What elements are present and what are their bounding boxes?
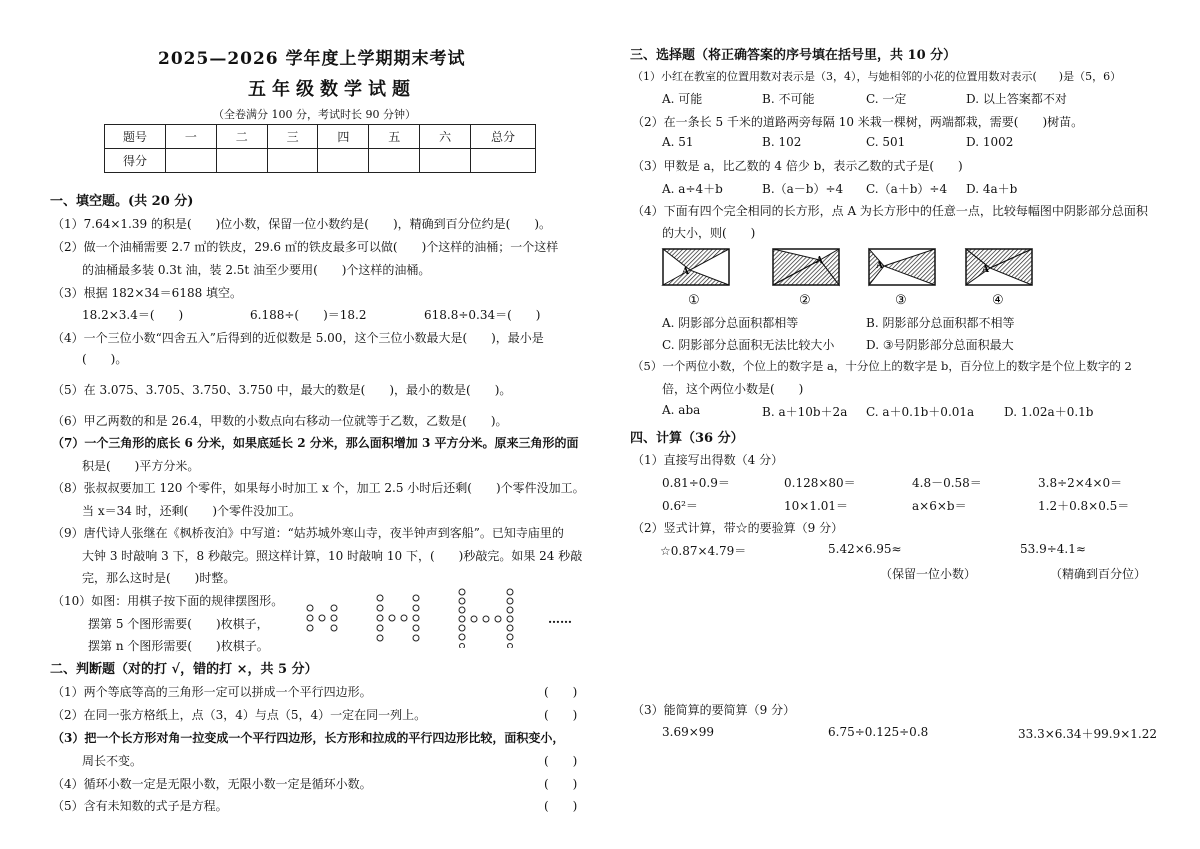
s3-q2-opt-d[interactable]: D. 1002 [966,135,1014,149]
svg-text:A: A [982,265,989,275]
s1-q3: （3）根据 182×34＝6188 填空。 [52,286,243,300]
rect-figure-1 [663,249,729,285]
s4-p1-item: a×6×b＝ [912,499,967,513]
s3-q5-opt-b[interactable]: B. a＋10b＋2a [762,405,848,419]
s2-q5-answer[interactable]: ( ) [544,799,578,813]
s2-q3a: （3）把一个长方形对角一拉变成一个平行四边形，长方形和拉成的平行四边形比较，面积变小， [52,731,565,745]
s3-q4-opt-c[interactable]: C. 阴影部分总面积无法比较大小 [662,338,835,352]
score-cell[interactable] [420,149,471,173]
s3-q5-opt-a[interactable]: A. aba [662,403,701,417]
s4-p3-item: 3.69×99 [662,725,715,739]
svg-text:A: A [682,267,689,277]
shaded-rectangles-figure [660,246,1040,308]
s1-q8b: 当 x＝34 时，还剩( )个零件没加工。 [82,504,302,518]
s4-p1-item: 0.81÷0.9＝ [662,476,730,490]
s1-q3b: 6.188÷( )＝18.2 [250,308,367,322]
s1-q7b: 积是( )平方分米。 [82,459,200,473]
s3-q3-opt-b[interactable]: B.（a－b）÷4 [762,182,844,196]
s3-q2-opt-c[interactable]: C. 501 [866,135,906,149]
score-header-cell: 五 [369,125,420,149]
s3-q3: （3）甲数是 a，比乙数的 4 倍少 b，表示乙数的式子是( ) [632,159,963,173]
s3-q1-opt-b[interactable]: B. 不可能 [762,92,815,106]
svg-text:A: A [876,261,883,271]
s4-p2-item: 5.42×6.95≈ [828,542,902,556]
fig-label-2: ② [799,293,811,308]
exam-title: 2025—2026 学年度上学期期末考试 [158,49,466,69]
s4-p1-item: 1.2＋0.8×0.5＝ [1038,499,1130,513]
s3-q4-opt-d[interactable]: D. ③号阴影部分总面积最大 [866,338,1014,352]
s4-p1-item: 4.8－0.58＝ [912,476,982,490]
s3-q4-opt-b[interactable]: B. 阴影部分总面积都不相等 [866,316,1015,330]
s4-p2-item: ☆0.87×4.79＝ [660,544,747,558]
s4-p2-note: （保留一位小数） [880,567,977,581]
s2-q4: （4）循环小数一定是无限小数，无限小数一定是循环小数。 [52,777,372,791]
s4-p2-note: （精确到百分位） [1050,567,1147,581]
score-header-cell: 二 [216,125,267,149]
s2-q2: （2）在同一张方格纸上，点（3，4）与点（5，4）一定在同一列上。 [52,708,427,722]
s3-q3-opt-a[interactable]: A. a÷4＋b [662,182,723,196]
s3-q1-opt-a[interactable]: A. 可能 [662,92,703,106]
s3-q4-opt-a[interactable]: A. 阴影部分总面积都相等 [662,316,799,330]
s1-q1: （1）7.64×1.39 的积是( )位小数，保留一位小数约是( )，精确到百分位约是( )。 [52,217,552,231]
s1-q9c: 完，那么这时是( )时整。 [82,571,236,585]
s3-q5-opt-d[interactable]: D. 1.02a＋0.1b [1004,405,1094,419]
s1-q7a: （7）一个三角形的底长 6 分米，如果底延长 2 分米，那么面积增加 3 平方分米。原来三角形的面 [52,436,579,450]
score-header-cell: 总分 [471,125,536,149]
s4-p2: （2）竖式计算，带☆的要验算（9 分） [632,521,844,535]
rect-figure-4 [966,249,1032,285]
s4-p3: （3）能简算的要简算（9 分） [632,703,796,717]
s1-q10a: 摆第 5 个图形需要( )枚棋子， [88,617,269,631]
s2-q1: （1）两个等底等高的三角形一定可以拼成一个平行四边形。 [52,685,372,699]
s3-q5-opt-c[interactable]: C. a＋0.1b＋0.01a [866,405,975,419]
score-header-cell: 三 [267,125,318,149]
svg-text:A: A [816,256,823,266]
s1-q3c: 618.8÷0.34＝( ) [424,308,541,322]
s2-q3-answer[interactable]: ( ) [544,754,578,768]
s2-q4-answer[interactable]: ( ) [544,777,578,791]
score-header-cell: 一 [166,125,217,149]
section-1-title: 一、填空题。(共 20 分) [50,194,194,209]
s1-q9a: （9）唐代诗人张继在《枫桥夜泊》中写道：“姑苏城外寒山寺，夜半钟声到客船”。已知寺庙里的 [52,526,564,540]
score-cell[interactable] [166,149,217,173]
s1-q2b: 的油桶最多装 0.3t 油，装 2.5t 油至少要用( )个这样的油桶。 [82,263,431,277]
s1-q9b: 大钟 3 时敲响 3 下，8 秒敲完。照这样计算，10 时敲响 10 下，( )秒敲完。如果 24 秒敲 [82,549,583,563]
s3-q2-opt-a[interactable]: A. 51 [662,135,694,149]
s2-q5: （5）含有未知数的式子是方程。 [52,799,228,813]
s1-q10b: 摆第 n 个图形需要( )枚棋子。 [88,639,269,653]
pattern-ellipsis: …… [548,612,572,626]
score-cell[interactable] [369,149,420,173]
s1-q6: （6）甲乙两数的和是 26.4，甲数的小数点向右移动一位就等于乙数，乙数是( )。 [52,414,508,428]
score-header-cell: 六 [420,125,471,149]
score-table [104,124,536,173]
s3-q1-opt-c[interactable]: C. 一定 [866,92,907,106]
score-cell[interactable] [267,149,318,173]
s1-q4a: （4）一个三位小数“四舍五入”后得到的近似数是 5.00，这个三位小数最大是( )，最小是 [52,331,544,345]
s3-q2-opt-b[interactable]: B. 102 [762,135,802,149]
s3-q5b: 倍，这个两位小数是( ) [662,382,804,396]
fig-label-1: ① [688,293,700,308]
s3-q3-opt-c[interactable]: C.（a＋b）÷4 [866,182,948,196]
s3-q5a: （5）一个两位小数，个位上的数字是 a，十分位上的数字是 b，百分位上的数字是个位上数字的 2 [632,359,1132,373]
s4-p1-item: 3.8÷2×4×0＝ [1038,476,1123,490]
section-4-title: 四、计算（36 分） [630,431,744,446]
s3-q4a: （4）下面有四个完全相同的长方形，点 A 为长方形中的任意一点，比较每幅图中阴影部分总面积 [632,204,1148,218]
s1-q5: （5）在 3.075、3.705、3.750、3.750 中，最大的数是( )，最小的数是( )。 [52,383,512,397]
section-2-title: 二、判断题（对的打 √，错的打 ×，共 5 分） [50,662,318,677]
s1-q10: （10）如图：用棋子按下面的规律摆图形。 [52,594,284,608]
s3-q1: （1）小红在教室的位置用数对表示是（3，4），与她相邻的小花的位置用数对表示( )是（5，6） [632,70,1122,83]
s1-q8a: （8）张叔叔要加工 120 个零件，如果每小时加工 x 个，加工 2.5 小时后还剩( )个零件没加工。 [52,481,585,495]
s2-q2-answer[interactable]: ( ) [544,708,578,722]
s4-p1-item: 0.6²＝ [662,499,698,513]
score-cell[interactable] [318,149,369,173]
fig-label-3: ③ [895,293,907,308]
score-row-label: 得分 [105,149,166,173]
s1-q4b: ( )。 [82,352,128,366]
score-header-cell: 题号 [105,125,166,149]
s3-q2: （2）在一条长 5 千米的道路两旁每隔 10 米栽一棵树，两端都栽，需要( )树苗。 [632,115,1084,129]
s1-q3a: 18.2×3.4＝( ) [82,308,184,322]
s4-p3-item: 33.3×6.34＋99.9×1.22 [1018,727,1157,741]
s3-q4b: 的大小，则( ) [662,226,756,240]
s4-p2-item: 53.9÷4.1≈ [1020,542,1086,556]
s4-p3-item: 6.75÷0.125÷0.8 [828,725,929,739]
rect-figure-3 [869,249,935,285]
section-3-title: 三、选择题（将正确答案的序号填在括号里，共 10 分） [630,48,957,63]
s2-q3b: 周长不变。 [82,754,143,768]
s3-q1-opt-d[interactable]: D. 以上答案都不对 [966,92,1067,106]
exam-note: （全卷满分 100 分，考试时长 90 分钟） [213,108,416,121]
rect-figure-2 [773,249,839,285]
s1-q2a: （2）做一个油桶需要 2.7 ㎡的铁皮，29.6 ㎡的铁皮最多可以做( )个这样的油桶；一个这样 [52,240,559,254]
s3-q3-opt-d[interactable]: D. 4a＋b [966,182,1018,196]
s4-p1-item: 10×1.01＝ [784,499,849,513]
score-cell[interactable] [471,149,536,173]
score-cell[interactable] [216,149,267,173]
score-header-cell: 四 [318,125,369,149]
s2-q1-answer[interactable]: ( ) [544,685,578,699]
fig-label-4: ④ [992,293,1004,308]
s4-p1: （1）直接写出得数（4 分） [632,453,784,467]
exam-subtitle: 五年级数学试题 [248,79,416,100]
s4-p1-item: 0.128×80＝ [784,476,856,490]
